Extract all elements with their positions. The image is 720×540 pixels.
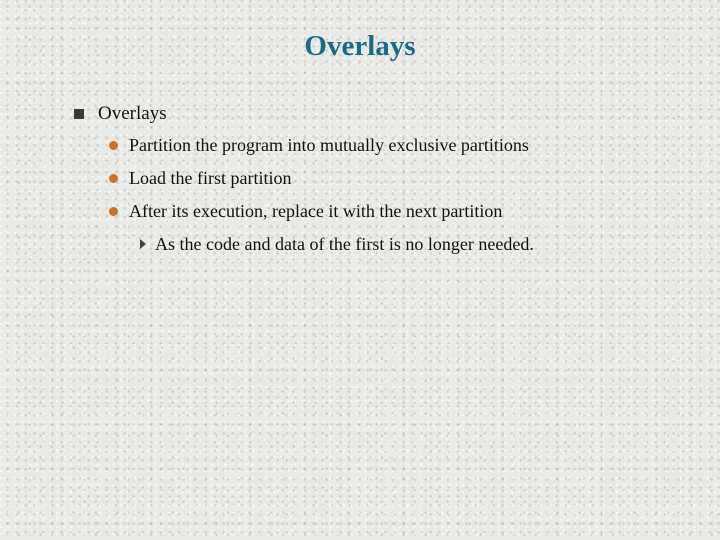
round-bullet-icon (109, 141, 118, 150)
bullet-text: As the code and data of the first is no longer needed. (155, 234, 534, 254)
bullet-text: Overlays (98, 103, 167, 124)
bullet-text: Partition the program into mutually exclusive partitions (129, 135, 529, 155)
round-bullet-icon (109, 174, 118, 183)
bullet-level3 (140, 231, 534, 257)
slide-title: Overlays (304, 30, 416, 62)
bullet-level1 (74, 101, 167, 127)
bullet-text: Load the first partition (129, 168, 292, 188)
triangle-bullet-icon (140, 239, 146, 249)
square-bullet-icon (74, 109, 84, 119)
bullet-level2 (109, 165, 291, 191)
round-bullet-icon (109, 207, 118, 216)
bullet-level2 (109, 198, 502, 224)
bullet-level2 (109, 132, 529, 158)
bullet-text: After its execution, replace it with the next partition (129, 201, 503, 221)
